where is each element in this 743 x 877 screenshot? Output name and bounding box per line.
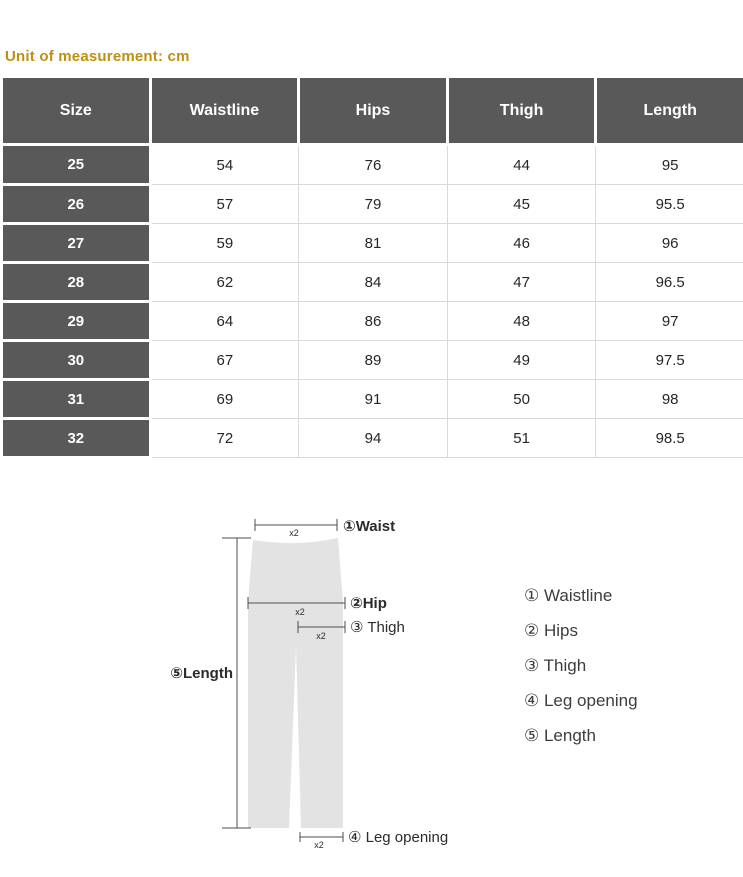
table-cell: 98 bbox=[596, 380, 743, 419]
hip-label: ②Hip bbox=[350, 595, 387, 612]
table-cell: 57 bbox=[150, 185, 299, 224]
thigh-x2-label: x2 bbox=[316, 631, 326, 641]
table-cell: 94 bbox=[299, 419, 448, 458]
column-header-waistline: Waistline bbox=[150, 77, 299, 145]
size-chart-table bbox=[0, 75, 743, 459]
table-cell: 54 bbox=[150, 145, 299, 185]
table-row bbox=[2, 145, 743, 185]
table-cell: 47 bbox=[447, 263, 596, 302]
table-row bbox=[2, 185, 743, 224]
size-cell: 25 bbox=[2, 145, 151, 185]
table-cell: 72 bbox=[150, 419, 299, 458]
table-cell: 48 bbox=[447, 302, 596, 341]
table-cell: 59 bbox=[150, 224, 299, 263]
pants-silhouette bbox=[248, 538, 343, 828]
table-cell: 81 bbox=[299, 224, 448, 263]
column-header-hips: Hips bbox=[299, 77, 448, 145]
size-cell: 28 bbox=[2, 263, 151, 302]
waist-label: ①Waist bbox=[343, 518, 396, 535]
hip-x2-label: x2 bbox=[295, 607, 305, 617]
table-cell: 76 bbox=[299, 145, 448, 185]
legend-item-leg-opening: ④ Leg opening bbox=[524, 691, 638, 710]
table-row bbox=[2, 341, 743, 380]
table-cell: 49 bbox=[447, 341, 596, 380]
table-cell: 69 bbox=[150, 380, 299, 419]
column-header-length: Length bbox=[596, 77, 743, 145]
table-cell: 67 bbox=[150, 341, 299, 380]
table-cell: 84 bbox=[299, 263, 448, 302]
size-cell: 26 bbox=[2, 185, 151, 224]
table-cell: 51 bbox=[447, 419, 596, 458]
table-cell: 86 bbox=[299, 302, 448, 341]
leg-opening-label: ④ Leg opening bbox=[348, 829, 449, 846]
leg-opening-x2-label: x2 bbox=[314, 840, 324, 850]
waist-x2-label: x2 bbox=[289, 528, 299, 538]
table-cell: 64 bbox=[150, 302, 299, 341]
table-cell: 96 bbox=[596, 224, 743, 263]
legend-item-thigh: ③ Thigh bbox=[524, 656, 587, 675]
legend-item-length: ⑤ Length bbox=[524, 726, 596, 745]
length-measure-line bbox=[222, 538, 251, 828]
table-cell: 44 bbox=[447, 145, 596, 185]
table-cell: 50 bbox=[447, 380, 596, 419]
size-cell: 32 bbox=[2, 419, 151, 458]
table-cell: 89 bbox=[299, 341, 448, 380]
unit-of-measurement-note: Unit of measurement: cm bbox=[5, 48, 190, 65]
size-cell: 29 bbox=[2, 302, 151, 341]
table-header-row bbox=[2, 77, 743, 145]
table-cell: 95.5 bbox=[596, 185, 743, 224]
size-cell: 31 bbox=[2, 380, 151, 419]
size-cell: 30 bbox=[2, 341, 151, 380]
length-label: ⑤Length bbox=[170, 665, 233, 682]
legend-item-hips: ② Hips bbox=[524, 621, 578, 640]
table-cell: 45 bbox=[447, 185, 596, 224]
table-row bbox=[2, 302, 743, 341]
measurement-legend bbox=[524, 578, 638, 753]
table-cell: 96.5 bbox=[596, 263, 743, 302]
legend-item-waistline: ① Waistline bbox=[524, 586, 613, 605]
column-header-size: Size bbox=[2, 77, 151, 145]
table-cell: 98.5 bbox=[596, 419, 743, 458]
table-row bbox=[2, 263, 743, 302]
column-header-thigh: Thigh bbox=[447, 77, 596, 145]
table-cell: 95 bbox=[596, 145, 743, 185]
table-row bbox=[2, 419, 743, 458]
table-cell: 46 bbox=[447, 224, 596, 263]
thigh-label: ③ Thigh bbox=[350, 619, 405, 636]
table-cell: 62 bbox=[150, 263, 299, 302]
table-cell: 91 bbox=[299, 380, 448, 419]
size-cell: 27 bbox=[2, 224, 151, 263]
table-cell: 97.5 bbox=[596, 341, 743, 380]
table-cell: 79 bbox=[299, 185, 448, 224]
table-row bbox=[2, 380, 743, 419]
table-cell: 97 bbox=[596, 302, 743, 341]
table-row bbox=[2, 224, 743, 263]
